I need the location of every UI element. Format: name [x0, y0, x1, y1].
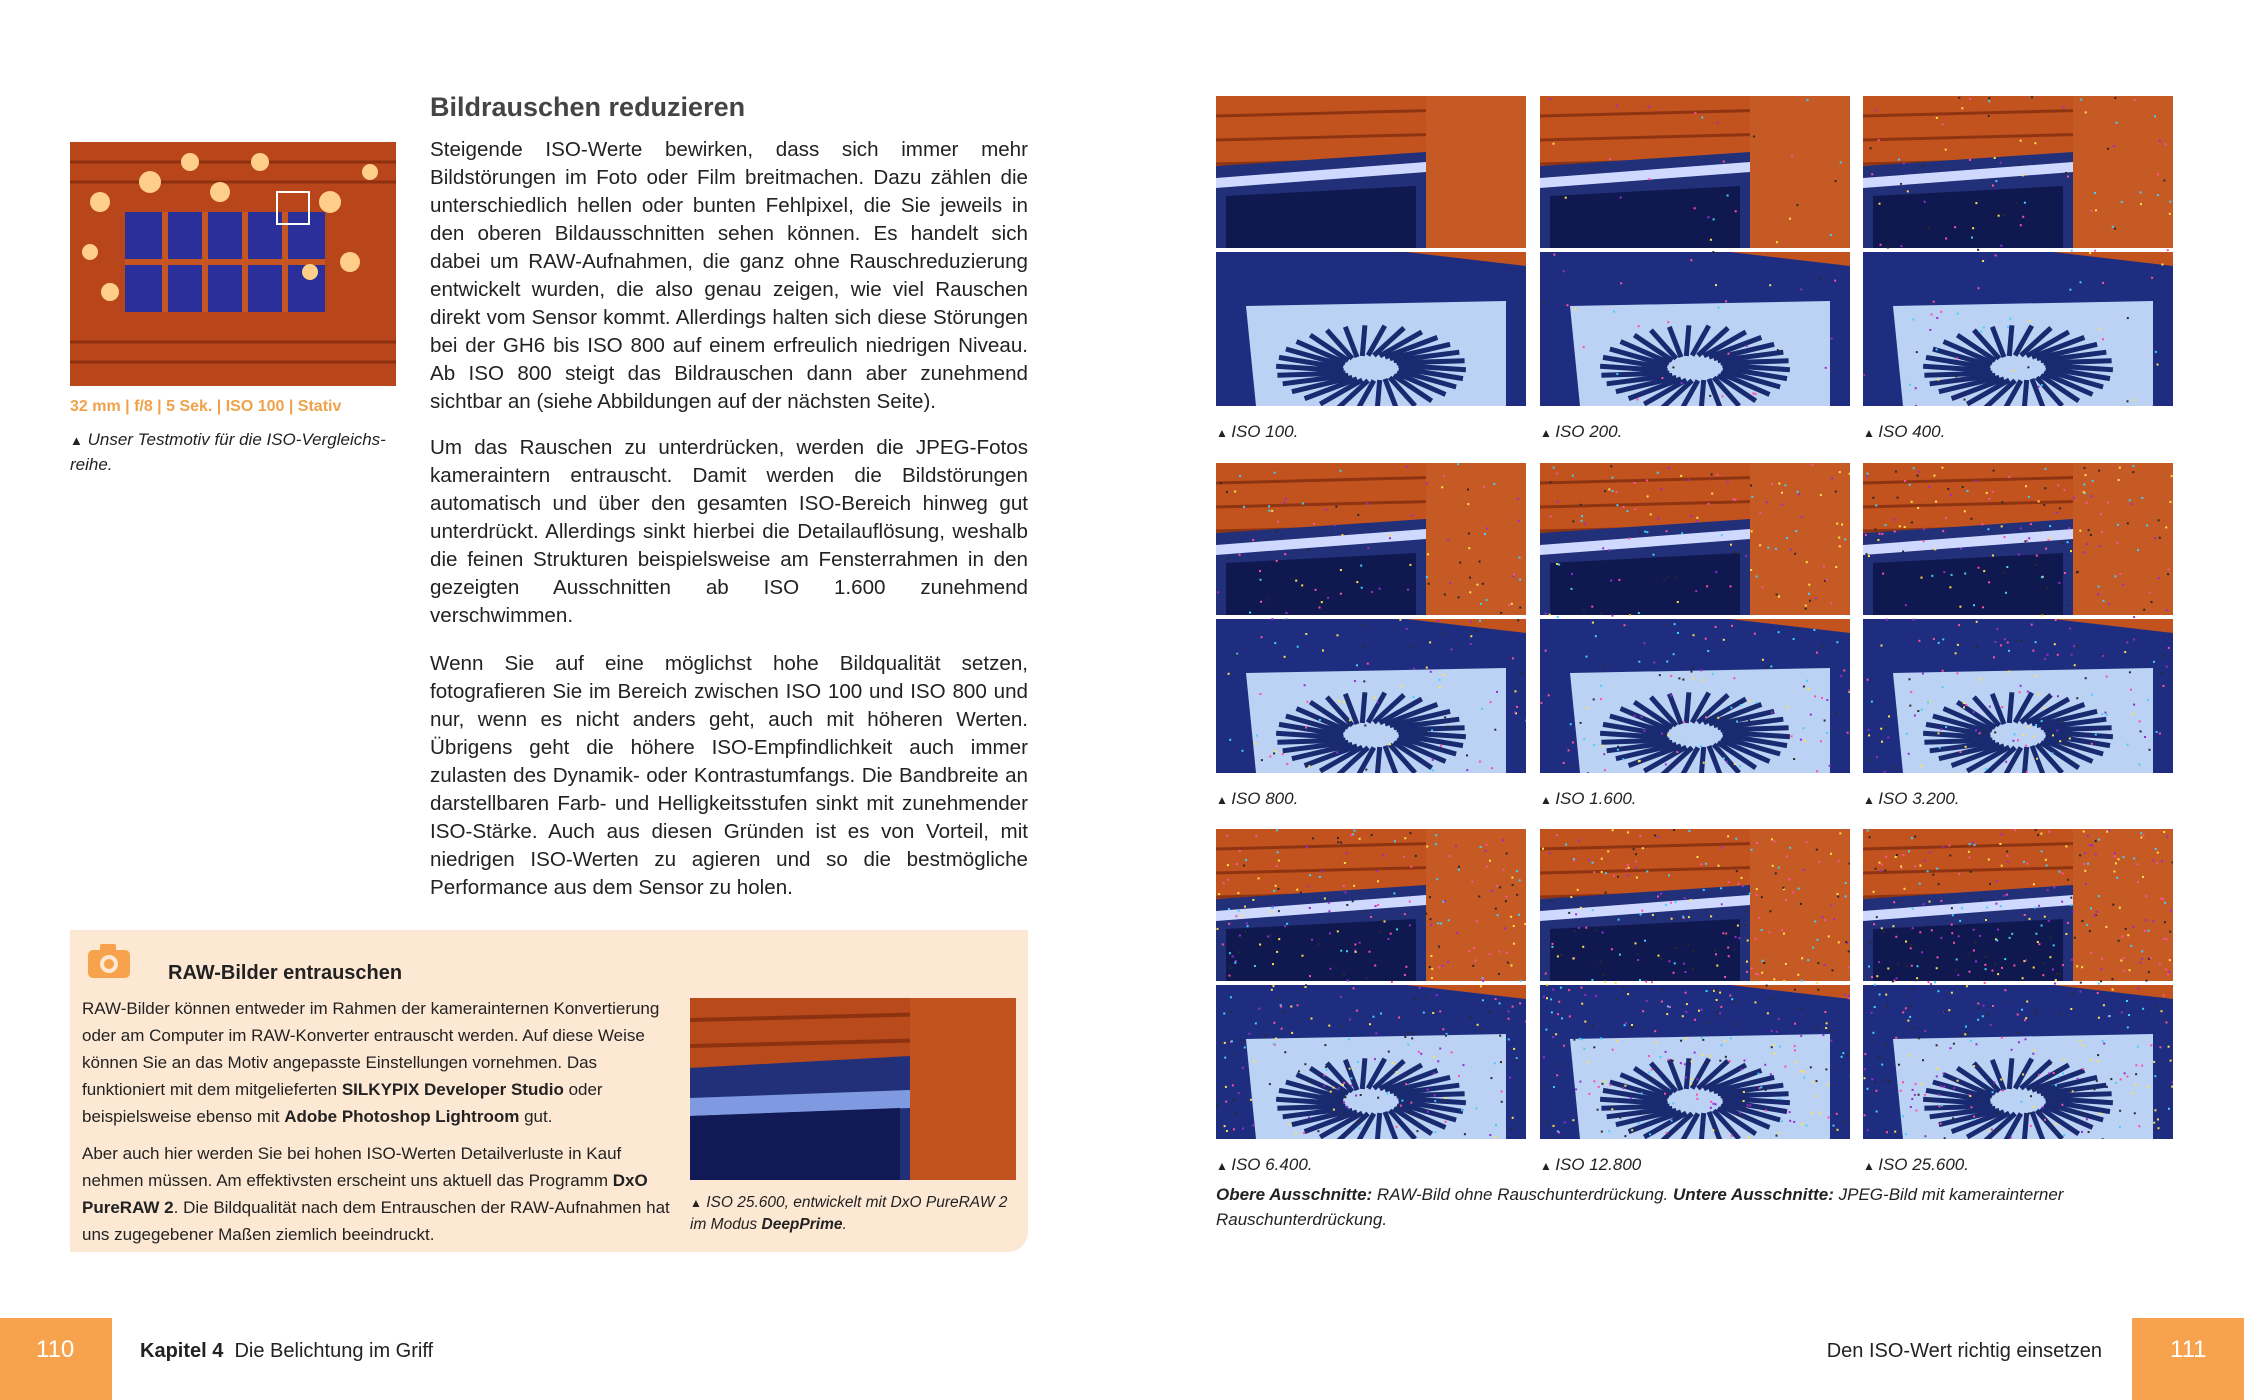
caption-triangle-icon: ▲ — [1216, 1159, 1232, 1173]
iso-crop-image — [1863, 463, 2173, 773]
iso-crop-image — [1216, 96, 1526, 406]
body-paragraph-1: Steigende ISO-Werte bewirken, dass sich immer mehr Bildstörungen im Foto oder Film breitmachen. Dazu zählen die unterschiedlich hellen oder bunten Fehlpixel, die Sie jeweils in den oberen Bildausschnitten sehen können. Es handelt sich dabei um RAW-Aufnahmen, die ganz ohne Rauschreduzierung entwickelt wurden, die also genau zeigen, wie viel Rauschen direkt vom Sensor kommt. Allerdings halten sich diese Störungen bei der GH6 bis ISO 800 auf einem erfreulich niedrigen Niveau. Ab ISO 800 steigt das Bildrauschen dann aber zunehmend sichtbar an (siehe Abbildungen auf der nächsten Seite). — [430, 138, 1028, 413]
caption-triangle-icon: ▲ — [1216, 793, 1232, 807]
iso-crop-image — [1863, 829, 2173, 1139]
iso-crop-image — [1540, 96, 1850, 406]
caption-triangle-icon: ▲ — [1540, 793, 1556, 807]
info-box-title: RAW-Bilder entrauschen — [168, 962, 403, 984]
dxo-sample-photo — [690, 998, 1016, 1180]
comparison-caption: Obere Ausschnitte: RAW-Bild ohne Rauschunterdrückung. Untere Ausschnitte: JPEG-Bild mit kamerainterner Rauschunterdrückung. — [1216, 1185, 2064, 1229]
iso-caption: ▲ ISO 800. — [1216, 789, 1299, 808]
body-paragraph-2: Um das Rauschen zu unterdrücken, werden die JPEG-Fotos kameraintern entrauscht. Damit werden die Bildstörungen automatisch und über den gesamten ISO-Bereich hinweg gut unterdrückt. Allerdings sinkt hierbei die Detailauflösung, weshalb die feinen Strukturen beispielsweise am Fensterrahmen in den gezeigten Ausschnitten ab ISO 1.600 zunehmend verschwimmen. — [430, 436, 1028, 627]
dxo-sample-caption: ▲ ISO 25.600, entwickelt mit DxO PureRAW 2 im Modus DeepPrime. — [690, 1194, 1008, 1233]
caption-triangle-icon: ▲ — [1863, 793, 1879, 807]
right-page-number: 111 — [2170, 1336, 2207, 1363]
caption-triangle-icon: ▲ — [1863, 426, 1879, 440]
iso-crop-image — [1216, 463, 1526, 773]
iso-caption: ▲ ISO 400. — [1863, 422, 1946, 441]
photo-caption: ▲ Unser Testmotiv für die ISO-Vergleichs-reihe. — [70, 430, 386, 474]
photo-exif-meta: 32 mm | f/8 | 5 Sek. | ISO 100 | Stativ — [70, 398, 342, 415]
caption-triangle-icon: ▲ — [1540, 426, 1556, 440]
running-header-right: Den ISO-Wert richtig einsetzen — [1826, 1340, 2102, 1362]
iso-caption: ▲ ISO 25.600. — [1863, 1155, 1969, 1174]
iso-caption: ▲ ISO 1.600. — [1540, 789, 1637, 808]
iso-crop-image — [1863, 96, 2173, 406]
left-page-number: 110 — [36, 1336, 75, 1363]
body-paragraph-3: Wenn Sie auf eine möglichst hohe Bildqualität setzen, fotografieren Sie im Bereich zwischen ISO 100 und ISO 800 und nur, wenn es nicht anders geht, auch mit höheren Werten. Übrigens geht die höhere ISO-Empfindlichkeit auch immer zulasten des Dynamik- oder Kontrastumfangs. Die Bandbreite an darstellbaren Farb- und Helligkeitsstufen sinkt mit zunehmender ISO-Stärke. Auch aus diesen Gründen ist es von Vorteil, mit niedrigen ISO-Werten zu agieren und so die bestmögliche Performance aus dem Sensor zu holen. — [430, 652, 1028, 899]
caption-triangle-icon: ▲ — [70, 433, 83, 448]
iso-caption: ▲ ISO 100. — [1216, 422, 1299, 441]
iso-crop-image — [1540, 463, 1850, 773]
caption-triangle-icon: ▲ — [1540, 1159, 1556, 1173]
iso-crop-image — [1216, 829, 1526, 1139]
iso-caption: ▲ ISO 200. — [1540, 422, 1623, 441]
caption-triangle-icon: ▲ — [1863, 1159, 1879, 1173]
iso-crop-image — [1540, 829, 1850, 1139]
iso-caption: ▲ ISO 3.200. — [1863, 789, 1960, 808]
iso-caption: ▲ ISO 6.400. — [1216, 1155, 1313, 1174]
running-header-left: Kapitel 4 Die Belichtung im Griff — [140, 1340, 434, 1362]
test-motif-photo — [70, 142, 396, 386]
caption-triangle-icon: ▲ — [1216, 426, 1232, 440]
caption-triangle-icon: ▲ — [690, 1196, 702, 1210]
info-box-paragraph-2: Aber auch hier werden Sie bei hohen ISO-Werten Detailverluste in Kauf nehmen müssen. Am effektivsten erscheint uns aktuell das Programm DxO PureRAW 2. Die Bildqualität nach dem Entrauschen der RAW-Aufnahmen hat uns zugegebener Maßen ziemlich beeindruckt. — [82, 1144, 670, 1244]
section-heading: Bildrauschen reduzieren — [430, 92, 746, 122]
camera-icon — [86, 940, 132, 980]
iso-caption: ▲ ISO 12.800 — [1540, 1155, 1642, 1174]
info-box-paragraph-1: RAW-Bilder können entweder im Rahmen der kamerainternen Konvertierung oder am Computer im RAW-Konverter entrauscht werden. Auf diese Weise können Sie an das Motiv angepasste Einstellungen vornehmen. Das funktioniert mit dem mitgelieferten SILKYPIX Developer Studio oder beispielsweise ebenso mit Adobe Photoshop Lightroom gut. — [82, 999, 660, 1126]
